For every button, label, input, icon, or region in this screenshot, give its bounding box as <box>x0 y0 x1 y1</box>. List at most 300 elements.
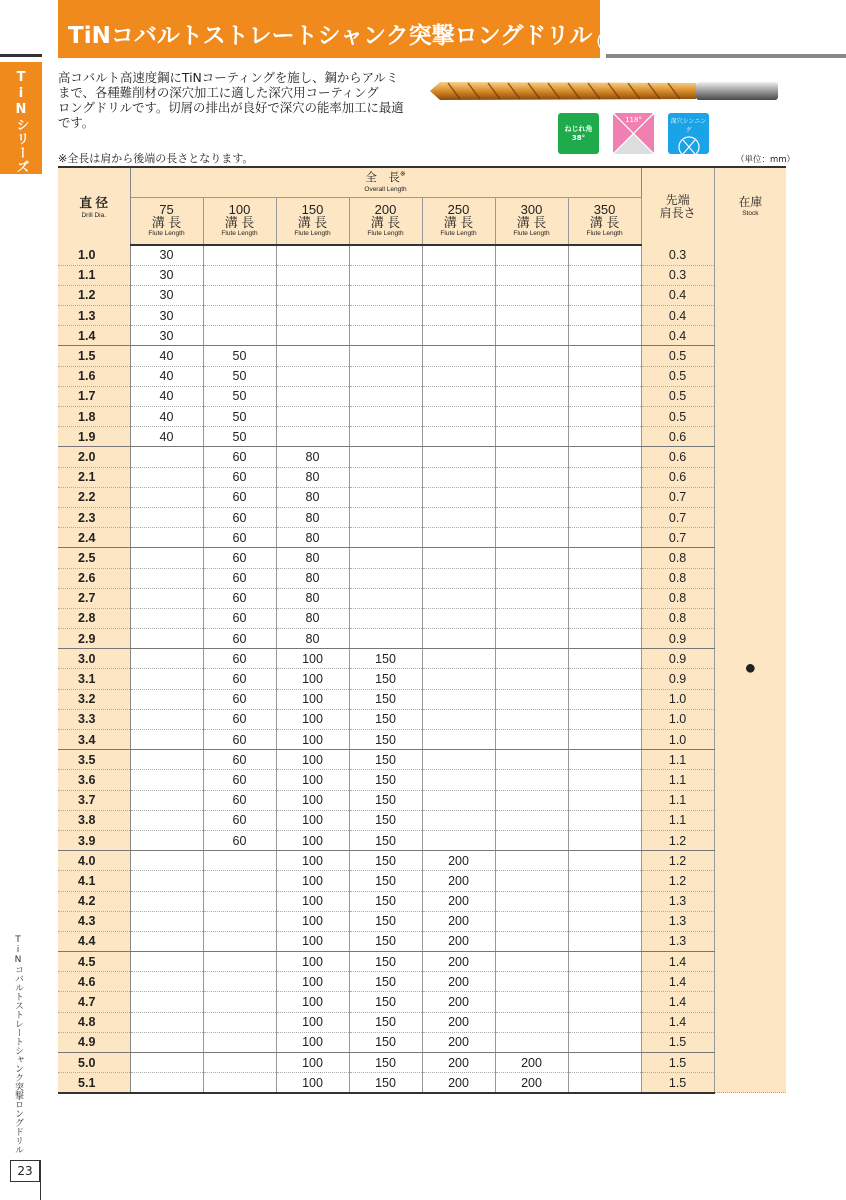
flute-length-cell <box>349 608 422 628</box>
flute-length-cell <box>349 487 422 507</box>
flute-length-cell <box>568 709 641 729</box>
flute-length-cell <box>422 487 495 507</box>
shoulder-label-1: 先端 <box>665 192 690 207</box>
overall-length-value: 350 <box>593 202 616 218</box>
flute-length-cell <box>422 649 495 669</box>
flute-length-label: 溝 長 <box>224 215 255 231</box>
flute-length-cell <box>568 326 641 346</box>
intro-line: です。 <box>58 115 95 130</box>
flute-length-cell <box>495 588 568 608</box>
page-number: 23 <box>10 1160 40 1182</box>
flute-length-cell: 50 <box>203 366 276 386</box>
shoulder-length-cell: 0.6 <box>641 427 714 447</box>
flute-length-label-en: Flute Length <box>586 230 623 238</box>
shoulder-length-cell: 0.8 <box>641 568 714 588</box>
flute-length-cell <box>568 730 641 750</box>
flute-length-cell <box>568 871 641 891</box>
shoulder-length-cell: 1.2 <box>641 871 714 891</box>
flute-length-cell <box>568 891 641 911</box>
footer-divider <box>40 1160 41 1200</box>
table-row <box>58 629 786 649</box>
flute-length-cell: 100 <box>276 972 349 992</box>
flute-length-cell <box>422 245 495 265</box>
flute-length-cell: 150 <box>349 992 422 1012</box>
flute-length-cell <box>130 709 203 729</box>
flute-length-cell <box>130 507 203 527</box>
flute-length-cell <box>130 730 203 750</box>
diameter-label-en: Drill Dia. <box>81 212 107 219</box>
flute-length-cell <box>568 447 641 467</box>
flute-length-cell: 200 <box>422 931 495 951</box>
flute-length-cell: 200 <box>422 851 495 871</box>
shoulder-length-cell: 1.0 <box>641 689 714 709</box>
col-header-shoulder <box>641 167 714 245</box>
flute-length-cell <box>422 306 495 326</box>
flute-length-cell: 200 <box>422 891 495 911</box>
shoulder-length-cell: 0.6 <box>641 467 714 487</box>
flute-length-cell: 80 <box>276 507 349 527</box>
flute-length-cell <box>495 568 568 588</box>
flute-length-cell <box>568 1012 641 1032</box>
flute-length-cell: 80 <box>276 548 349 568</box>
flute-length-cell: 150 <box>349 810 422 830</box>
drill-diameter: 2.5 <box>58 548 130 568</box>
flute-length-cell: 150 <box>349 669 422 689</box>
drill-diameter: 2.9 <box>58 629 130 649</box>
flute-length-cell: 60 <box>203 487 276 507</box>
flute-length-cell <box>568 750 641 770</box>
drill-diameter: 4.6 <box>58 972 130 992</box>
length-note: ※全長は肩から後端の長さとなります。 <box>58 152 254 165</box>
flute-length-cell <box>349 386 422 406</box>
flute-length-cell: 60 <box>203 649 276 669</box>
flute-length-cell <box>568 952 641 972</box>
flute-length-cell: 100 <box>276 891 349 911</box>
flute-length-cell <box>276 386 349 406</box>
drill-diameter: 4.8 <box>58 1012 130 1032</box>
shoulder-length-cell: 0.4 <box>641 306 714 326</box>
shoulder-length-cell: 1.1 <box>641 750 714 770</box>
flute-length-cell <box>130 689 203 709</box>
flute-length-cell: 40 <box>130 346 203 366</box>
flute-length-cell <box>568 649 641 669</box>
shoulder-length-cell: 0.7 <box>641 487 714 507</box>
shoulder-length-cell: 1.1 <box>641 770 714 790</box>
flute-length-cell: 30 <box>130 265 203 285</box>
shoulder-length-cell: 0.5 <box>641 407 714 427</box>
flute-length-cell <box>203 1073 276 1093</box>
flute-length-cell: 200 <box>495 1053 568 1073</box>
flute-length-cell: 100 <box>276 750 349 770</box>
table-row <box>58 306 786 326</box>
flute-length-cell: 150 <box>349 649 422 669</box>
flute-length-cell <box>130 911 203 931</box>
flute-length-cell <box>276 427 349 447</box>
flute-length-cell <box>349 548 422 568</box>
flute-length-cell: 100 <box>276 952 349 972</box>
flute-length-cell: 200 <box>422 1073 495 1093</box>
flute-length-cell: 60 <box>203 750 276 770</box>
flute-length-cell <box>495 487 568 507</box>
flute-length-cell: 150 <box>349 871 422 891</box>
table-row <box>58 790 786 810</box>
table-row <box>58 952 786 972</box>
flute-length-cell: 60 <box>203 467 276 487</box>
flute-length-cell: 150 <box>349 689 422 709</box>
shoulder-length-cell: 0.4 <box>641 285 714 305</box>
drill-diameter: 1.7 <box>58 386 130 406</box>
table-row <box>58 487 786 507</box>
flute-length-cell <box>568 306 641 326</box>
drill-diameter: 4.1 <box>58 871 130 891</box>
drill-diameter: 1.1 <box>58 265 130 285</box>
table-row <box>58 992 786 1012</box>
flute-length-cell <box>495 649 568 669</box>
shoulder-length-cell: 1.4 <box>641 952 714 972</box>
table-row <box>58 447 786 467</box>
shoulder-length-cell: 1.1 <box>641 790 714 810</box>
flute-length-cell <box>203 245 276 265</box>
col-header-diameter <box>58 167 130 245</box>
table-row <box>58 1053 786 1073</box>
flute-length-cell: 60 <box>203 790 276 810</box>
flute-length-cell: 150 <box>349 750 422 770</box>
flute-length-cell <box>349 568 422 588</box>
flute-length-cell <box>422 608 495 628</box>
drill-diameter: 3.6 <box>58 770 130 790</box>
table-row <box>58 689 786 709</box>
drill-diameter: 3.8 <box>58 810 130 830</box>
flute-length-cell: 80 <box>276 588 349 608</box>
drill-diameter: 1.4 <box>58 326 130 346</box>
shoulder-length-cell: 1.5 <box>641 1073 714 1093</box>
flute-length-cell <box>276 245 349 265</box>
flute-length-cell: 60 <box>203 629 276 649</box>
flute-length-cell <box>276 285 349 305</box>
flute-length-cell <box>349 265 422 285</box>
flute-length-cell <box>276 346 349 366</box>
flute-length-cell <box>568 931 641 951</box>
drill-diameter: 2.1 <box>58 467 130 487</box>
flute-length-cell: 80 <box>276 629 349 649</box>
flute-length-cell: 100 <box>276 649 349 669</box>
shoulder-length-cell: 1.3 <box>641 911 714 931</box>
drill-diameter: 3.5 <box>58 750 130 770</box>
flute-length-cell <box>276 366 349 386</box>
flute-length-cell <box>203 265 276 285</box>
drill-diameter: 5.1 <box>58 1073 130 1093</box>
flute-length-cell <box>495 306 568 326</box>
table-row <box>58 407 786 427</box>
flute-length-label-en: Flute Length <box>440 230 477 238</box>
table-row <box>58 730 786 750</box>
point-angle-value: 118° <box>625 116 642 124</box>
col-header-length-200 <box>349 197 422 245</box>
flute-length-cell: 60 <box>203 588 276 608</box>
flute-length-cell: 200 <box>422 1032 495 1052</box>
table-row <box>58 1073 786 1093</box>
page-title: TiNコバルトストレートシャンク突撃ロングドリル <box>68 23 593 49</box>
flute-length-cell <box>130 467 203 487</box>
shoulder-length-cell: 0.9 <box>641 649 714 669</box>
flute-length-cell: 100 <box>276 1012 349 1032</box>
flute-length-cell <box>495 952 568 972</box>
flute-length-cell <box>349 427 422 447</box>
flute-length-cell <box>349 507 422 527</box>
flute-length-cell: 150 <box>349 1053 422 1073</box>
feature-badges <box>558 113 709 154</box>
shoulder-length-cell: 0.3 <box>641 245 714 265</box>
drill-diameter: 4.5 <box>58 952 130 972</box>
helix-angle-badge <box>558 113 599 154</box>
flute-length-cell <box>568 568 641 588</box>
col-header-length-100 <box>203 197 276 245</box>
col-header-length-350 <box>568 197 641 245</box>
flute-length-cell <box>422 507 495 527</box>
flute-length-cell: 40 <box>130 407 203 427</box>
flute-length-cell <box>495 548 568 568</box>
flute-length-cell <box>130 1053 203 1073</box>
helix-angle-value: 38° <box>571 133 586 142</box>
table-row <box>58 1012 786 1032</box>
flute-length-cell: 60 <box>203 568 276 588</box>
flute-length-cell <box>203 972 276 992</box>
drill-diameter: 2.8 <box>58 608 130 628</box>
flute-length-cell <box>422 528 495 548</box>
flute-length-cell <box>495 992 568 1012</box>
flute-length-label: 溝 長 <box>443 215 474 231</box>
flute-length-cell <box>495 629 568 649</box>
drill-diameter: 3.9 <box>58 830 130 850</box>
flute-length-cell <box>568 588 641 608</box>
flute-length-cell: 30 <box>130 285 203 305</box>
thinning-label: 深穴シンニング <box>670 118 707 134</box>
drill-diameter: 3.4 <box>58 730 130 750</box>
flute-length-cell <box>422 629 495 649</box>
drill-point-icon <box>674 134 704 154</box>
flute-length-cell <box>203 992 276 1012</box>
flute-length-cell <box>422 810 495 830</box>
flute-length-cell: 100 <box>276 730 349 750</box>
flute-length-cell <box>130 851 203 871</box>
flute-length-cell <box>568 608 641 628</box>
flute-length-cell: 100 <box>276 992 349 1012</box>
flute-length-cell <box>495 467 568 487</box>
flute-length-cell <box>495 750 568 770</box>
flute-length-cell <box>568 629 641 649</box>
flute-length-cell <box>495 851 568 871</box>
table-row <box>58 326 786 346</box>
flute-length-cell <box>203 285 276 305</box>
flute-length-label: 溝 長 <box>151 215 182 231</box>
flute-length-cell <box>568 366 641 386</box>
flute-length-cell <box>276 265 349 285</box>
drill-diameter: 2.7 <box>58 588 130 608</box>
flute-length-cell <box>568 285 641 305</box>
flute-length-label-en: Flute Length <box>513 230 550 238</box>
shoulder-length-cell: 0.5 <box>641 366 714 386</box>
flute-length-label: 溝 長 <box>297 215 328 231</box>
flute-length-cell: 200 <box>422 1053 495 1073</box>
flute-length-cell <box>495 366 568 386</box>
flute-length-cell: 100 <box>276 851 349 871</box>
flute-length-cell <box>568 1073 641 1093</box>
flute-length-cell <box>422 689 495 709</box>
flute-length-cell <box>422 326 495 346</box>
flute-length-cell: 100 <box>276 689 349 709</box>
flute-length-cell <box>422 568 495 588</box>
shoulder-length-cell: 0.7 <box>641 507 714 527</box>
flute-length-cell <box>495 346 568 366</box>
shoulder-length-cell: 0.6 <box>641 447 714 467</box>
shoulder-length-cell: 1.0 <box>641 730 714 750</box>
shoulder-length-cell: 1.1 <box>641 810 714 830</box>
overall-length-value: 300 <box>520 202 543 218</box>
flute-length-cell: 150 <box>349 830 422 850</box>
drill-diameter: 1.0 <box>58 245 130 265</box>
shoulder-length-cell: 0.8 <box>641 548 714 568</box>
flute-length-cell <box>422 709 495 729</box>
table-row <box>58 649 786 669</box>
flute-length-cell <box>495 386 568 406</box>
flute-length-cell <box>422 346 495 366</box>
flute-length-cell <box>130 810 203 830</box>
flute-length-label-en: Flute Length <box>294 230 331 238</box>
flute-length-cell <box>495 407 568 427</box>
table-row <box>58 427 786 447</box>
drill-diameter: 2.4 <box>58 528 130 548</box>
flute-length-cell: 200 <box>422 972 495 992</box>
flute-length-cell <box>203 952 276 972</box>
flute-length-cell <box>203 871 276 891</box>
table-row <box>58 770 786 790</box>
table-row <box>58 1032 786 1052</box>
table-row <box>58 972 786 992</box>
shoulder-length-cell: 0.7 <box>641 528 714 548</box>
flute-length-cell: 150 <box>349 770 422 790</box>
flute-length-cell <box>349 407 422 427</box>
shoulder-length-cell: 0.8 <box>641 608 714 628</box>
flute-length-cell <box>130 608 203 628</box>
flute-length-cell: 60 <box>203 730 276 750</box>
flute-length-cell: 100 <box>276 709 349 729</box>
flute-length-cell: 100 <box>276 810 349 830</box>
flute-length-cell: 150 <box>349 972 422 992</box>
flute-length-cell <box>130 1012 203 1032</box>
table-row <box>58 810 786 830</box>
drill-diameter: 4.9 <box>58 1032 130 1052</box>
flute-length-cell: 50 <box>203 407 276 427</box>
flute-length-cell: 60 <box>203 608 276 628</box>
flute-length-cell <box>203 891 276 911</box>
flute-length-cell: 200 <box>422 871 495 891</box>
series-side-tab-label: TiNシリーズ <box>13 70 29 174</box>
flute-length-cell: 100 <box>276 1073 349 1093</box>
flute-length-cell <box>568 507 641 527</box>
flute-length-cell <box>130 588 203 608</box>
flute-length-cell: 150 <box>349 790 422 810</box>
flute-length-cell <box>422 265 495 285</box>
flute-length-cell <box>568 1053 641 1073</box>
drill-diameter: 4.2 <box>58 891 130 911</box>
title-bar <box>58 0 649 58</box>
flute-length-cell <box>495 830 568 850</box>
flute-length-cell <box>568 265 641 285</box>
drill-diameter: 1.3 <box>58 306 130 326</box>
flute-length-cell <box>568 487 641 507</box>
shoulder-length-cell: 1.5 <box>641 1053 714 1073</box>
flute-length-cell: 40 <box>130 386 203 406</box>
flute-length-cell <box>422 669 495 689</box>
flute-length-cell: 200 <box>422 992 495 1012</box>
flute-length-cell: 50 <box>203 427 276 447</box>
col-header-overall-length <box>130 167 641 197</box>
flute-length-cell <box>422 285 495 305</box>
top-rule-right <box>606 54 846 58</box>
flute-length-cell: 100 <box>276 1032 349 1052</box>
overall-length-value: 100 <box>228 202 251 218</box>
flute-length-cell: 150 <box>349 1012 422 1032</box>
shoulder-length-cell: 1.2 <box>641 830 714 850</box>
stock-cell: ● <box>714 245 786 1093</box>
flute-length-cell <box>349 306 422 326</box>
table-row <box>58 507 786 527</box>
flute-length-cell <box>349 467 422 487</box>
overall-length-label: 全 長 <box>365 171 400 184</box>
flute-length-label: 溝 長 <box>516 215 547 231</box>
col-header-length-250 <box>422 197 495 245</box>
table-row <box>58 346 786 366</box>
flute-length-cell <box>422 447 495 467</box>
flute-length-cell <box>495 608 568 628</box>
overall-length-label-en: Overall Length <box>364 185 407 193</box>
flute-length-cell <box>349 588 422 608</box>
series-side-tab <box>0 62 42 174</box>
table-row <box>58 467 786 487</box>
flute-length-cell <box>568 245 641 265</box>
drill-diameter: 4.4 <box>58 931 130 951</box>
flute-length-cell: 100 <box>276 770 349 790</box>
flute-length-cell: 60 <box>203 528 276 548</box>
flute-length-cell: 30 <box>130 306 203 326</box>
shoulder-length-cell: 1.4 <box>641 972 714 992</box>
flute-length-cell: 80 <box>276 528 349 548</box>
flute-length-cell <box>130 1073 203 1093</box>
drill-product-image <box>426 74 782 108</box>
col-header-length-150 <box>276 197 349 245</box>
flute-length-cell <box>349 285 422 305</box>
flute-length-cell <box>495 891 568 911</box>
table-row <box>58 386 786 406</box>
flute-length-cell <box>203 931 276 951</box>
shoulder-length-cell: 0.3 <box>641 265 714 285</box>
flute-length-cell <box>568 810 641 830</box>
flute-length-cell <box>568 427 641 447</box>
flute-length-cell: 60 <box>203 709 276 729</box>
flute-length-cell: 100 <box>276 830 349 850</box>
flute-length-cell <box>568 830 641 850</box>
flute-length-cell <box>568 386 641 406</box>
flute-length-cell <box>422 548 495 568</box>
flute-length-cell <box>203 1053 276 1073</box>
drill-diameter: 3.2 <box>58 689 130 709</box>
shoulder-length-cell: 1.3 <box>641 931 714 951</box>
flute-length-cell: 150 <box>349 911 422 931</box>
table-row <box>58 911 786 931</box>
overall-length-value: 250 <box>447 202 470 218</box>
flute-length-cell <box>130 871 203 891</box>
flute-length-cell: 100 <box>276 790 349 810</box>
